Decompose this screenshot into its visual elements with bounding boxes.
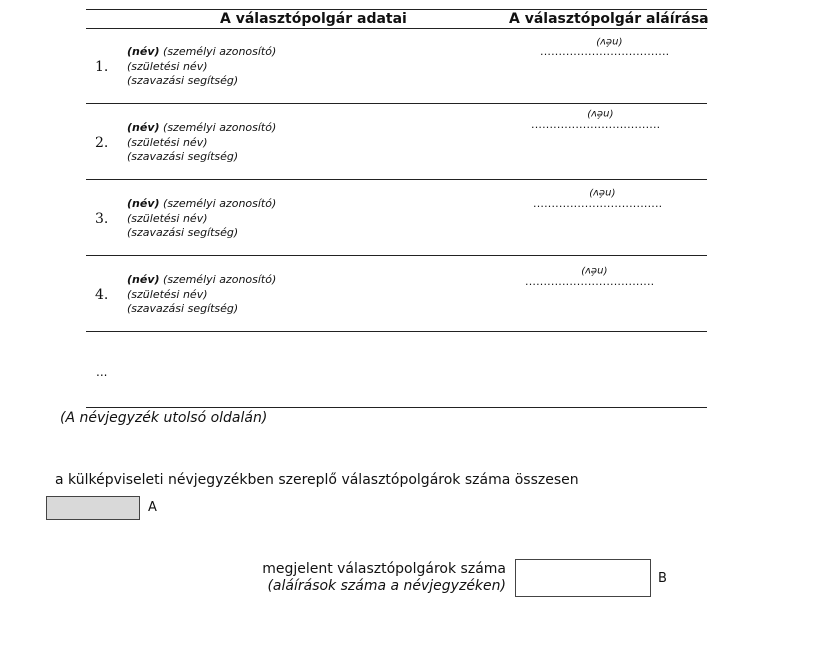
table-top-rule bbox=[86, 9, 707, 10]
header-rule bbox=[86, 28, 707, 29]
signature-line[interactable]: ................................... bbox=[540, 45, 670, 58]
signature-name-label: (név) bbox=[596, 36, 623, 47]
id-field: (személyi azonosító) bbox=[159, 45, 277, 58]
id-field: (személyi azonosító) bbox=[159, 197, 277, 210]
name-field: (név) bbox=[127, 197, 160, 210]
total-voters-label: a külképviseleti névjegyzékben szereplő választópolgárok száma összesen bbox=[55, 472, 579, 488]
header-voter-data: A választópolgár adatai bbox=[220, 11, 407, 27]
voter-fields bbox=[127, 45, 276, 89]
appeared-voters-subtitle: (aláírások száma a névjegyzéken) bbox=[267, 578, 506, 594]
box-b-letter: B bbox=[658, 571, 667, 586]
row-divider bbox=[86, 179, 707, 180]
birth-name-field: (születési név) bbox=[127, 287, 208, 301]
id-field: (személyi azonosító) bbox=[159, 273, 277, 286]
birth-name-field: (születési név) bbox=[127, 211, 208, 225]
total-voters-box[interactable] bbox=[46, 496, 140, 520]
assistance-field: (szavazási segítség) bbox=[127, 302, 239, 315]
header-voter-signature: A választópolgár aláírása bbox=[509, 11, 709, 27]
assistance-field: (szavazási segítség) bbox=[127, 150, 239, 163]
box-a-letter: A bbox=[148, 500, 157, 515]
row-divider bbox=[86, 331, 707, 332]
signature-name-label: (név) bbox=[589, 187, 616, 198]
voter-fields bbox=[127, 273, 276, 317]
signature-line[interactable]: ................................... bbox=[525, 275, 655, 288]
name-field: (név) bbox=[127, 121, 160, 134]
name-field: (név) bbox=[127, 273, 160, 286]
signature-name-label: (név) bbox=[581, 265, 608, 276]
row-number: 2. bbox=[95, 135, 109, 151]
birth-name-field: (születési név) bbox=[127, 59, 208, 73]
continuation-ellipsis: ... bbox=[96, 365, 108, 379]
id-field: (személyi azonosító) bbox=[159, 121, 277, 134]
row-divider bbox=[86, 103, 707, 104]
row-divider bbox=[86, 255, 707, 256]
last-page-note: (A névjegyzék utolsó oldalán) bbox=[60, 410, 268, 426]
appeared-voters-title: megjelent választópolgárok száma bbox=[262, 561, 506, 577]
row-number: 3. bbox=[95, 211, 109, 227]
row-number: 4. bbox=[95, 287, 109, 303]
voter-fields bbox=[127, 197, 276, 241]
signature-line[interactable]: ................................... bbox=[533, 197, 663, 210]
table-bottom-rule bbox=[86, 407, 707, 408]
appeared-voters-box[interactable] bbox=[515, 559, 651, 597]
assistance-field: (szavazási segítség) bbox=[127, 226, 239, 239]
birth-name-field: (születési név) bbox=[127, 135, 208, 149]
signature-line[interactable]: ................................... bbox=[531, 118, 661, 131]
signature-name-label: (név) bbox=[587, 108, 614, 119]
row-number: 1. bbox=[95, 59, 109, 75]
voter-fields bbox=[127, 121, 276, 165]
assistance-field: (szavazási segítség) bbox=[127, 74, 239, 87]
name-field: (név) bbox=[127, 45, 160, 58]
appeared-voters-label bbox=[262, 561, 506, 595]
